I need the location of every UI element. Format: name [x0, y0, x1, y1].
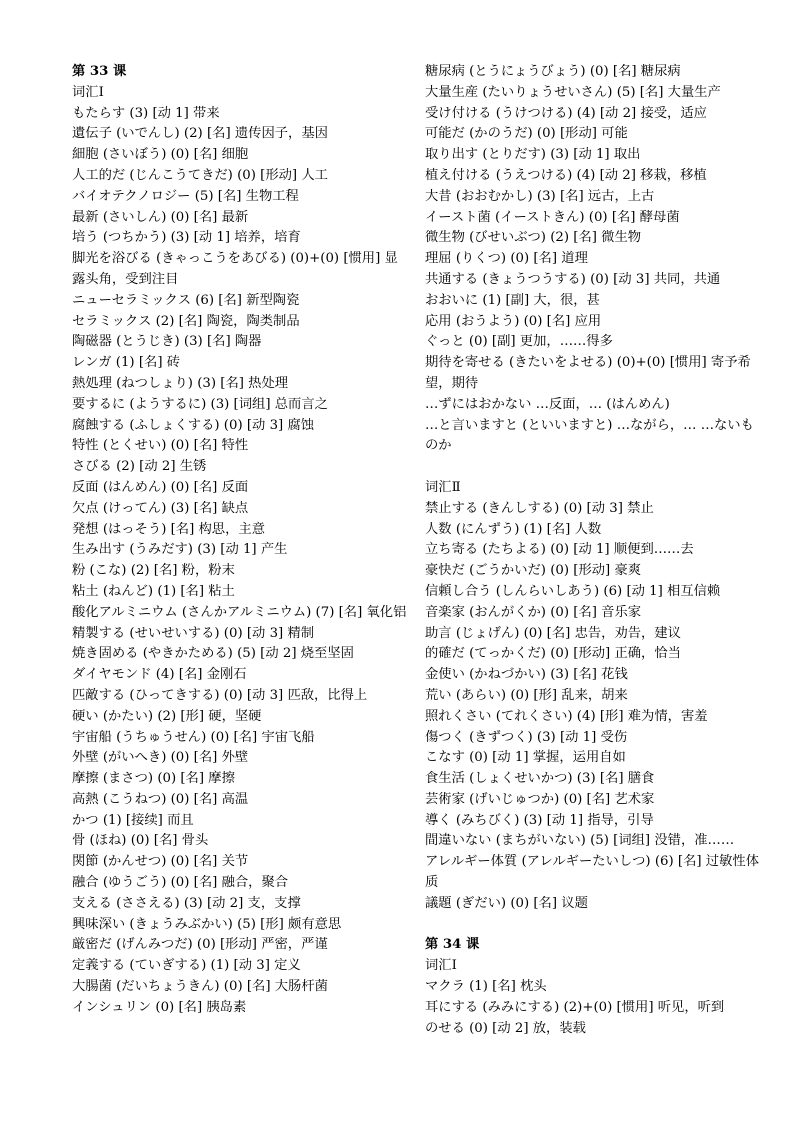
vocab-entry: 糖尿病 (とうにょうびょう) (0) [名] 糖尿病	[425, 64, 681, 79]
lesson-heading: 第 33 课	[72, 64, 127, 79]
vocab-entry: 食生活 (しょくせいかつ) (3) [名] 膳食	[425, 771, 655, 787]
vocab-entry: 反面 (はんめん) (0) [名] 反面	[72, 479, 249, 495]
vocab-entry: 高熱 (こうねつ) (0) [名] 高温	[72, 791, 249, 807]
vocab-entry: 焼き固める (やきかためる) (5) [动 2] 烧至坚固	[72, 646, 354, 662]
blank-line	[425, 457, 762, 478]
vocab-entry: 要するに (ようするに) (3) [词组] 总而言之	[72, 396, 328, 412]
vocab-entry: 細胞 (さいぼう) (0) [名] 细胞	[72, 147, 249, 163]
vocab-entry: インシュリン (0) [名] 胰岛素	[72, 999, 247, 1015]
vocab-entry: 関節 (かんせつ) (0) [名] 关节	[72, 854, 249, 870]
vocab-entry: 定義する (ていぎする) (1) [动 3] 定义	[72, 958, 301, 974]
vocab-entry: 導く (みちびく) (3) [动 1] 指导，引导	[425, 812, 654, 828]
vocab-entry: 大腸菌 (だいちょうきん) (0) [名] 大肠杆菌	[72, 979, 328, 995]
vocab-entry: 遺伝子 (いでんし) (2) [名] 遗传因子，基因	[72, 126, 328, 142]
vocab-entry: 大昔 (おおむかし) (3) [名] 远古，上古	[425, 188, 655, 204]
vocab-entry: 立ち寄る (たちよる) (0) [动 1] 顺便到……去	[425, 542, 694, 558]
vocab-entry: 応用 (おうよう) (0) [名] 应用	[425, 313, 602, 329]
document-page	[72, 62, 762, 1062]
vocab-entry: セラミックス (2) [名] 陶瓷，陶类制品	[72, 313, 300, 329]
vocab-entry: さびる (2) [动 2] 生锈	[72, 459, 207, 475]
vocab-entry: 共通する (きょうつうする) (0) [动 3] 共同，共通	[425, 271, 721, 287]
vocab-entry: 欠点 (けってん) (3) [名] 缺点	[72, 500, 249, 516]
vocab-entry: 荒い (あらい) (0) [形] 乱来，胡来	[425, 687, 628, 703]
vocab-entry: 助言 (じょげん) (0) [名] 忠告，劝告，建议	[425, 625, 681, 641]
vocab-entry: おおいに (1) [副] 大，很，甚	[425, 292, 600, 308]
vocab-entry: ニューセラミックス (6) [名] 新型陶瓷	[72, 292, 300, 308]
vocab-entry: バイオテクノロジー (5) [名] 生物工程	[72, 188, 299, 204]
left-column	[72, 62, 409, 1062]
vocab-entry: 骨 (ほね) (0) [名] 骨头	[72, 833, 209, 849]
vocab-entry: 照れくさい (てれくさい) (4) [形] 难为情，害羞	[425, 708, 708, 724]
vocab-entry: 粘土 (ねんど) (1) [名] 粘土	[72, 583, 235, 599]
vocab-entry: 間違いない (まちがいない) (5) [词组] 没错，准……	[425, 833, 735, 849]
vocab-entry: 脚光を浴びる (きゃっこうをあびる) (0)+(0) [惯用] 显露头角，受到注目	[72, 251, 398, 287]
vocab-entry: 人工的だ (じんこうてきだ) (0) [形动] 人工	[72, 167, 328, 183]
section-heading: 词汇Ⅱ	[425, 479, 461, 495]
lesson-heading: 第 34 课	[425, 937, 480, 953]
vocab-entry: 特性 (とくせい) (0) [名] 特性	[72, 438, 249, 454]
vocab-entry: 取り出す (とりだす) (3) [动 1] 取出	[425, 147, 641, 163]
vocab-entry: 微生物 (びせいぶつ) (2) [名] 微生物	[425, 230, 642, 246]
vocab-entry: 硬い (かたい) (2) [形] 硬，坚硬	[72, 708, 262, 724]
vocab-entry: 宇宙船 (うちゅうせん) (0) [名] 宇宙飞船	[72, 729, 315, 745]
vocab-entry: レンガ (1) [名] 砖	[72, 355, 181, 371]
vocab-entry: 音楽家 (おんがくか) (0) [名] 音乐家	[425, 604, 642, 620]
vocab-entry: 厳密だ (げんみつだ) (0) [形动] 严密，严谨	[72, 937, 328, 953]
vocab-entry: 陶磁器 (とうじき) (3) [名] 陶器	[72, 334, 262, 350]
vocab-entry: 支える (ささえる) (3) [动 2] 支，支撑	[72, 895, 301, 911]
vocab-entry: 金使い (かねづかい) (3) [名] 花钱	[425, 667, 628, 683]
vocab-entry: 興味深い (きょうみぶかい) (5) [形] 颇有意思	[72, 916, 342, 932]
vocab-entry: かつ (1) [接续] 而且	[72, 812, 194, 828]
vocab-entry: 大量生産 (たいりょうせいさん) (5) [名] 大量生产	[425, 84, 721, 100]
vocab-entry: 信頼し合う (しんらいしあう) (6) [动 1] 相互信赖	[425, 583, 721, 599]
vocab-entry: 熱処理 (ねつしょり) (3) [名] 热处理	[72, 375, 289, 391]
vocab-entry: 酸化アルミニウム (さんかアルミニウム) (7) [名] 氧化铝	[72, 604, 407, 620]
vocab-entry: 発想 (はっそう) [名] 构思，主意	[72, 521, 265, 537]
vocab-entry: 芸術家 (げいじゅつか) (0) [名] 艺术家	[425, 791, 655, 807]
vocab-entry: マクラ (1) [名] 枕头	[425, 979, 547, 995]
vocab-entry: こなす (0) [动 1] 掌握，运用自如	[425, 750, 626, 766]
vocab-entry: のせる (0) [动 2] 放，装载	[425, 1020, 586, 1036]
vocab-entry: 匹敵する (ひってきする) (0) [动 3] 匹敌，比得上	[72, 687, 368, 703]
vocab-entry: 摩擦 (まさつ) (0) [名] 摩擦	[72, 771, 235, 787]
vocab-entry: 議題 (ぎだい) (0) [名] 议题	[425, 895, 588, 911]
vocab-entry: 禁止する (きんしする) (0) [动 3] 禁止	[425, 500, 654, 516]
vocab-entry: …ずにはおかない …反面，… (はんめん)	[425, 396, 670, 412]
vocab-entry: 人数 (にんずう) (1) [名] 人数	[425, 521, 602, 537]
vocab-entry: 外壁 (がいへき) (0) [名] 外壁	[72, 750, 249, 766]
vocab-entry: 理屈 (りくつ) (0) [名] 道理	[425, 251, 588, 267]
blank-line	[425, 915, 762, 936]
vocab-entry: 傷つく (きずつく) (3) [动 1] 受伤	[425, 729, 628, 745]
vocab-entry: 粉 (こな) (2) [名] 粉，粉末	[72, 563, 235, 579]
vocab-entry: ぐっと (0) [副] 更加，……得多	[425, 334, 613, 350]
vocab-entry: 腐蝕する (ふしょくする) (0) [动 3] 腐蚀	[72, 417, 315, 433]
vocab-entry: 的確だ (てっかくだ) (0) [形动] 正确，恰当	[425, 646, 681, 662]
section-heading: 词汇Ⅰ	[72, 84, 104, 100]
vocab-entry: 融合 (ゆうごう) (0) [名] 融合，聚合	[72, 875, 289, 891]
vocab-entry: イースト菌 (イーストきん) (0) [名] 酵母菌	[425, 209, 680, 225]
vocab-entry: …と言いますと (といいますと) …ながら，… …ないものか	[425, 417, 754, 454]
vocab-entry: 豪快だ (ごうかいだ) (0) [形动] 豪爽	[425, 563, 642, 579]
vocab-entry: 生み出す (うみだす) (3) [动 1] 产生	[72, 542, 288, 558]
vocab-entry: 可能だ (かのうだ) (0) [形动] 可能	[425, 126, 628, 142]
vocab-entry: 植え付ける (うえつける) (4) [动 2] 移栽，移植	[425, 167, 707, 183]
vocab-entry: アレルギー体質 (アレルギーたいしつ) (6) [名] 过敏性体质	[425, 854, 759, 891]
vocab-entry: 最新 (さいしん) (0) [名] 最新	[72, 209, 249, 225]
right-column	[425, 62, 762, 1062]
vocab-entry: 精製する (せいせいする) (0) [动 3] 精制	[72, 625, 315, 641]
vocab-entry: 期待を寄せる (きたいをよせる) (0)+(0) [惯用] 寄予希望，期待	[425, 355, 751, 391]
vocab-entry: ダイヤモンド (4) [名] 金刚石	[72, 667, 247, 683]
section-heading: 词汇Ⅰ	[425, 958, 457, 974]
vocab-entry: もたらす (3) [动 1] 带来	[72, 105, 220, 121]
vocab-entry: 耳にする (みみにする) (2)+(0) [惯用] 听见，听到	[425, 999, 725, 1015]
vocab-entry: 受け付ける (うけつける) (4) [动 2] 接受，适应	[425, 105, 707, 121]
vocab-entry: 培う (つちかう) (3) [动 1] 培养，培育	[72, 230, 301, 246]
